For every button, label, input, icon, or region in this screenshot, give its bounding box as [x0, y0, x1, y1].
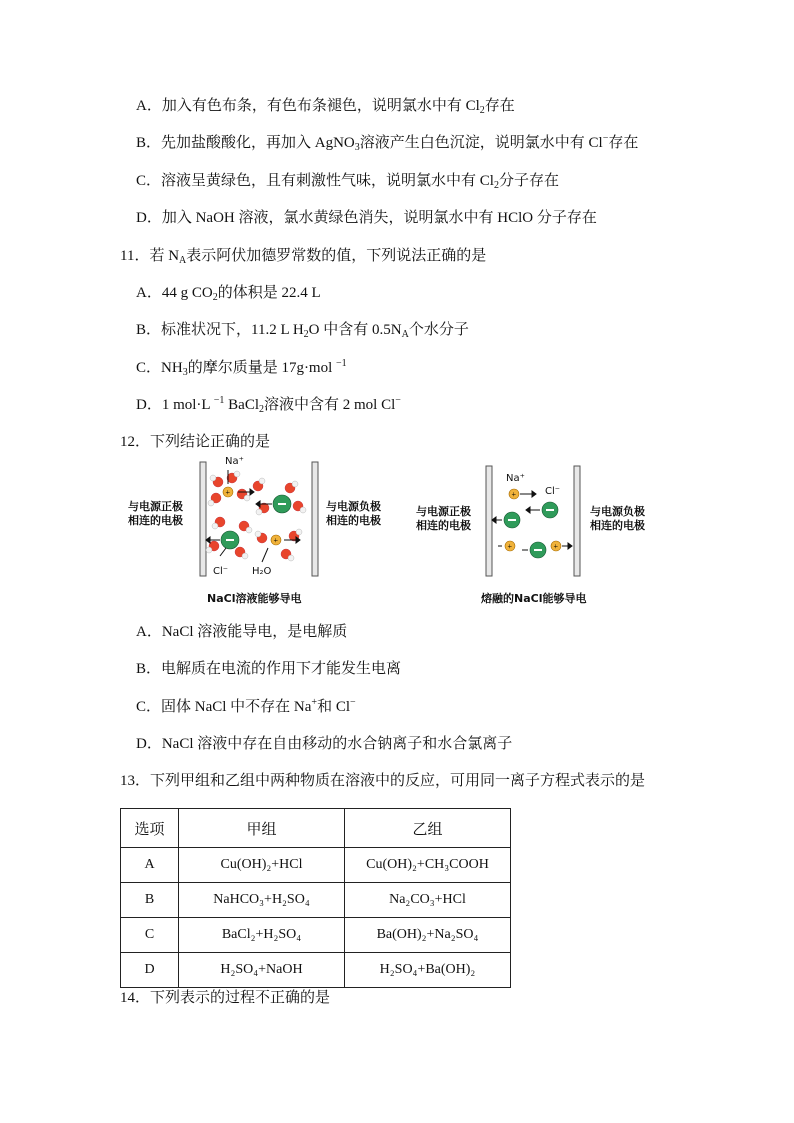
- table-row: [121, 918, 511, 953]
- left-fig-water-label: H₂O: [252, 566, 272, 577]
- table-cell: Cu(OH)₂+CH₃COOH: [345, 848, 511, 883]
- table-header-cell: 甲组: [179, 809, 345, 848]
- table-row: [121, 953, 511, 988]
- q13-table: [120, 808, 511, 988]
- left-fig-caption: NaCl溶液能够导电: [207, 592, 302, 605]
- q11-option-c: C．$NH_3$的摩尔质量是 17g·mol $^{-1}$: [136, 358, 347, 378]
- q14-stem: 14．下列表示的过程不正确的是: [120, 990, 331, 1006]
- q11-option-a: A．44 g $CO_2$的体积是 22.4 L: [136, 285, 321, 303]
- table-cell: NaHCO₃+H₂SO₄: [179, 883, 345, 918]
- left-fig-cl-label: Cl⁻: [213, 566, 229, 577]
- svg-text:+: +: [225, 488, 231, 497]
- table-cell: Cu(OH)₂+HCl: [179, 848, 345, 883]
- q12-option-b: B．电解质在电流的作用下才能发生电离: [136, 661, 402, 677]
- q11-stem: 11．若 $N_A$表示阿伏加德罗常数的值，下列说法正确的是: [120, 248, 487, 266]
- left-fig-cathode-label: 与电源负极 相连的电极: [326, 500, 381, 527]
- table-cell: H₂SO₄+Ba(OH)₂: [345, 953, 511, 988]
- svg-text:+: +: [273, 536, 279, 545]
- table-cell: B: [121, 883, 179, 918]
- q12-option-c: C．固体 NaCl 中不存在 Na+和 Cl−: [136, 697, 356, 715]
- table-cell: C: [121, 918, 179, 953]
- table-cell: Ba(OH)₂+Na₂SO₄: [345, 918, 511, 953]
- q12-option-a: A．NaCl 溶液能导电，是电解质: [136, 624, 348, 640]
- q11-option-d: D．1 mol·L $^{-1}$ BaCl$_2$溶液中含有 2 mol Cl−: [136, 395, 401, 415]
- table-row: [121, 883, 511, 918]
- nacl-solution-diagram: [198, 460, 322, 578]
- right-fig-caption: 熔融的NaCl能够导电: [481, 592, 587, 605]
- table-header-cell: 选项: [121, 809, 179, 848]
- right-fig-cathode-label: 与电源负极 相连的电极: [590, 505, 645, 532]
- right-fig-na-label: Na⁺: [506, 473, 525, 484]
- table-cell: Na₂CO₃+HCl: [345, 883, 511, 918]
- q10-option-a: A．加入有色布条，有色布条褪色，说明氯水中有 $Cl_2$存在: [136, 98, 515, 116]
- q13-stem: 13．下列甲组和乙组中两种物质在溶液中的反应，可用同一离子方程式表示的是: [120, 773, 646, 789]
- table-cell: D: [121, 953, 179, 988]
- left-fig-na-label: Na⁺: [225, 456, 244, 467]
- q12-option-d: D．NaCl 溶液中存在自由移动的水合钠离子和水合氯离子: [136, 736, 513, 752]
- molten-nacl-diagram: [484, 464, 584, 578]
- left-fig-anode-label: 与电源正极 相连的电极: [128, 500, 183, 527]
- svg-text:+: +: [511, 490, 517, 499]
- table-header-cell: 乙组: [345, 809, 511, 848]
- svg-text:+: +: [553, 542, 559, 551]
- q10-option-b: B．先加盐酸酸化，再加入 AgNO$_3$溶液产生白色沉淀，说明氯水中有 Cl−存在: [136, 133, 639, 153]
- q12-stem: 12．下列结论正确的是: [120, 434, 271, 450]
- q10-option-c: C．溶液呈黄绿色，且有刺激性气味，说明氯水中有 $Cl_2$分子存在: [136, 173, 559, 191]
- right-fig-cl-label: Cl⁻: [545, 486, 561, 497]
- right-fig-anode-label: 与电源正极 相连的电极: [416, 505, 471, 532]
- table-row: [121, 848, 511, 883]
- table-cell: H₂SO₄+NaOH: [179, 953, 345, 988]
- table-cell: A: [121, 848, 179, 883]
- svg-text:+: +: [507, 542, 513, 551]
- table-header-row: [121, 809, 511, 848]
- q10-option-d: D．加入 NaOH 溶液，氯水黄绿色消失，说明氯水中有 HClO 分子存在: [136, 210, 597, 226]
- table-cell: BaCl₂+H₂SO₄: [179, 918, 345, 953]
- q11-option-b: B．标准状况下，11.2 L $H_2O$ 中含有 $0.5N_A$个水分子: [136, 322, 469, 340]
